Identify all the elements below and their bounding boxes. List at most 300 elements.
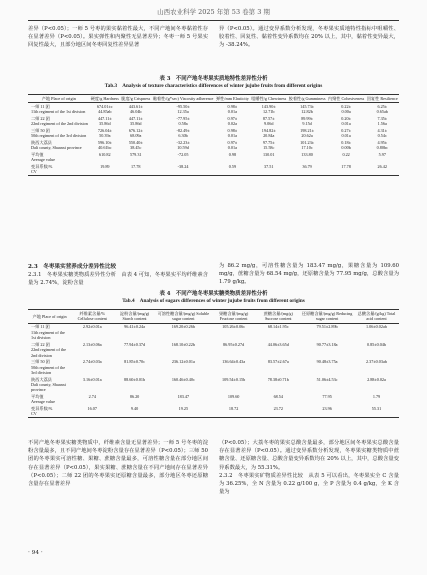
table4-value-cell — [300, 323, 354, 341]
table4-caption — [28, 291, 399, 306]
table3-value-cell — [215, 151, 250, 163]
cell-significance: 0.01a — [227, 109, 237, 115]
cell-value: 5.97 — [378, 152, 386, 157]
cell-value: 0.85±0.04b — [366, 341, 386, 347]
cell-significance: 9.15d — [302, 121, 312, 127]
cell-value: -82.49± — [176, 128, 190, 133]
place-cn: 一师 11 团 — [31, 324, 50, 330]
place-cn: 三师 50 团 — [31, 128, 50, 133]
table3-col-header: 内聚性 Cohesiveness — [327, 96, 365, 101]
cell-value: 168.10±0.22b — [171, 341, 195, 347]
place-cn: 陕西大荔县 — [31, 376, 52, 382]
table3-value-cell — [215, 115, 250, 127]
place-en: 50th regiment of the 3rd division — [31, 133, 87, 139]
cell-value: 86.20 — [129, 394, 140, 400]
table4-value-cell — [256, 405, 300, 418]
table4-value-cell — [113, 359, 155, 376]
table3-value-cell — [90, 103, 121, 116]
table3-value-cell — [151, 127, 214, 139]
table3-value-cell — [250, 103, 287, 116]
table4-row — [28, 359, 399, 376]
cell-value: 16.07 — [87, 406, 97, 412]
place-en: Dali county, Shaanxi province — [31, 382, 66, 393]
table4-value-cell — [354, 376, 399, 393]
table4-value-cell — [71, 405, 113, 418]
table3-col-header: 黏着性/(g*sec) Viscosity adherence — [152, 96, 214, 101]
cell-value: 2.13±0.06a — [82, 341, 102, 347]
cell-value: 17.78 — [131, 164, 141, 169]
cell-value: 87.57± — [262, 116, 275, 121]
cell-value: 90.77±3.18a — [316, 341, 338, 347]
table4-row — [28, 393, 399, 405]
table4-place-cell — [28, 405, 71, 418]
table4-col-header: 纤维素含量/% Cellulose content — [71, 310, 113, 324]
cell-value: 169.20±0.26b — [171, 324, 195, 330]
place-cn: 平均值 — [31, 152, 44, 157]
cell-value: -77.95± — [176, 116, 190, 121]
place-en: 22nd regiment of the 2nd division — [31, 121, 88, 127]
place-cn: 二师 22 团 — [31, 116, 50, 121]
table3-value-cell — [215, 103, 250, 116]
cell-value: 17.78 — [341, 164, 351, 169]
table4-value-cell — [113, 393, 155, 405]
cell-value: 105.26±0.06c — [222, 324, 246, 330]
table4 — [28, 309, 399, 418]
cell-value: 0.22 — [342, 152, 350, 157]
table3-value-cell — [327, 163, 366, 176]
place-cn: 变异系数/% — [31, 406, 53, 412]
cell-value: 97.75± — [262, 140, 275, 145]
table4-row — [28, 405, 399, 418]
cell-value: 36.79 — [302, 164, 312, 169]
cell-value: 0.18± — [341, 140, 351, 145]
table3-value-cell — [287, 163, 326, 176]
table4-value-cell — [71, 376, 113, 393]
table4-value-cell — [256, 323, 300, 341]
place-en: Dali county, Shaanxi province — [31, 145, 82, 151]
table4-value-cell — [113, 341, 155, 358]
table4-value-cell — [71, 359, 113, 376]
table3-value-cell — [250, 115, 287, 127]
table4-value-cell — [300, 359, 354, 376]
cell-value: 194.82± — [261, 128, 276, 133]
para-bottom-right: （P<0.05）；大荔冬枣的果实总酸含量最多，部分地区间冬枣果实总酸含量存在显著差异（P<0.05）。通过变异系数分析发现，冬枣果实糖类物质中蔗糖含量、还原糖含量、总酸含量变异系数均在 20% 以上，其中，总酸含量变异系数最大，为 55.31%。 2.3.2 冬枣果实矿物质差异性比较 从表 5 可以看出，冬枣果实全 C 含量为 36.25%，全 N 含量为 0.22 g/100 g，全 P 含量为 0.4 g/kg，全 K 含量为 — [219, 440, 399, 496]
cell-value: 0.27± — [341, 128, 351, 133]
table4-value-cell — [211, 341, 256, 358]
cell-significance: 0.65ab — [376, 109, 388, 115]
cell-value: -72.05 — [177, 152, 189, 157]
cell-significance: 0.54c — [377, 133, 387, 139]
table3-row — [28, 103, 399, 116]
table3-place-cell — [28, 151, 90, 163]
table4-title-en: Tab.4 Analysis of sugars differences of winter jujube fruits from different origins — [122, 298, 305, 305]
cell-value: 0.97± — [227, 140, 238, 145]
table3-header-row — [28, 95, 399, 103]
cell-value: 198.21± — [300, 128, 314, 133]
table3-value-cell — [90, 127, 121, 139]
cell-value: 51.06±4.53c — [316, 376, 338, 382]
table3-value-cell — [151, 151, 214, 163]
table4-col-header: 还原糖含量/(mg/g) Reducing sugar content — [301, 311, 353, 322]
table4-value-cell — [71, 323, 113, 341]
table3-value-cell — [151, 103, 214, 116]
place-en: Average value — [31, 399, 55, 405]
cell-value: 579.31 — [129, 152, 142, 157]
table4-value-cell — [113, 405, 155, 418]
cell-significance: 10.59d — [177, 145, 189, 151]
table4-value-cell — [300, 393, 354, 405]
cell-significance: 12.35a — [177, 109, 189, 115]
cell-value: 0.98 — [228, 152, 237, 157]
place-en: 22nd regiment of the 2nd division — [31, 347, 67, 358]
table4-col-header: 产地 Place of origin — [28, 310, 71, 324]
table3-value-cell — [250, 139, 287, 151]
table3-value-cell — [287, 139, 326, 151]
table3-body — [28, 103, 399, 176]
table4-value-cell — [211, 393, 256, 405]
cell-value: 550.40± — [128, 140, 143, 145]
cell-significance: 0.00a — [341, 109, 351, 115]
table3-value-cell — [327, 127, 366, 139]
cell-value: 83.57±2.67a — [267, 359, 289, 365]
table3-value-cell — [151, 139, 214, 151]
cell-value: 0.59 — [228, 164, 237, 169]
table3-place-cell — [28, 103, 90, 116]
table3-value-cell — [327, 151, 366, 163]
cell-value: 1.79 — [372, 394, 381, 400]
cell-value: 2.92±0.01a — [82, 324, 102, 330]
cell-value: 18.72 — [228, 406, 239, 412]
table4-value-cell — [354, 359, 399, 376]
cell-value: 9.40 — [130, 406, 139, 412]
table4-value-cell — [156, 359, 211, 376]
cell-significance: 0.58a — [178, 121, 188, 127]
cell-significance: 0.80bc — [376, 145, 388, 151]
table4-value-cell — [300, 376, 354, 393]
table3-col-header: 弹性/mm Elasticity — [215, 96, 249, 101]
cell-value: 68.14±1.95c — [267, 324, 289, 330]
cell-value: 23.96 — [322, 406, 332, 412]
table3-value-cell — [90, 115, 121, 127]
table4-value-cell — [211, 323, 256, 341]
table3-value-cell — [287, 115, 326, 127]
place-cn: 三师 50 团 — [31, 359, 50, 365]
cell-significance: 40.61bc — [98, 145, 112, 151]
cell-value: 2.74±0.03a — [82, 359, 102, 365]
cell-value: 7.35± — [377, 116, 388, 121]
cell-significance: 46.04b — [129, 109, 142, 115]
cell-value: 19.89 — [100, 164, 110, 169]
table3-value-cell — [90, 163, 121, 176]
cell-significance: 35.86d — [99, 121, 111, 127]
table4-value-cell — [156, 393, 211, 405]
table3-value-cell — [215, 163, 250, 176]
para-top-right: 异（P<0.05）。通过变异系数分析发现，冬枣果实质地特性指标中咀嚼性、胶着性、回复性、黏着性变异系数均在 20% 以上，其中，黏着性变异最大，为 -38.24%。 — [219, 26, 399, 49]
table4-place-cell — [28, 323, 71, 341]
cell-significance: 0.01a — [227, 133, 237, 139]
section-title: 2.3 冬枣果实营养成分差异性比较 — [28, 264, 117, 270]
table3-value-cell — [366, 115, 399, 127]
table4-value-cell — [211, 359, 256, 376]
cell-significance: 20.62a — [301, 133, 313, 139]
table3 — [28, 94, 399, 176]
table4-value-cell — [300, 341, 354, 358]
table4-value-cell — [156, 341, 211, 358]
para-mid-right: 为 86.2 mg/g，可溶性糖含量为 183.47 mg/g，果糖含量为 109.60 mg/g，蔗糖含量为 68.54 mg/g，还原糖含量为 77.95 mg/g，总酸含量为 1.79 g/kg。 — [219, 263, 399, 286]
journal-header: 山西农业科学 2025 年第 53 卷第 3 期 — [157, 8, 270, 16]
table4-value-cell — [113, 376, 155, 393]
place-en: CV — [31, 169, 37, 175]
cell-significance: 35.86d — [129, 121, 142, 127]
cell-significance: 50.39a — [99, 133, 111, 139]
cell-value: 0.98± — [227, 104, 238, 109]
table4-col-header: 果糖含量/(mg/g) Fructose content — [211, 310, 256, 324]
table4-place-cell — [28, 359, 71, 376]
cell-value: 55.31 — [371, 406, 382, 412]
cell-value: 1.06±0.02ab — [366, 324, 387, 330]
subsection-sugars: 2.3.1 冬枣果实糖类物质差异性分析 由表 4 可知，冬枣果实平均纤维素含量为 2.74%，淀粉含量 — [28, 272, 208, 287]
place-en: 11th regiment of the 1st division — [31, 109, 86, 115]
table4-value-cell — [156, 376, 211, 393]
cell-significance: 12.82b — [301, 109, 313, 115]
table3-value-cell — [215, 127, 250, 139]
table3-row — [28, 151, 399, 163]
cell-value: 81.85±0.70c — [124, 359, 146, 365]
page-number: · 94 · — [28, 550, 43, 556]
cell-value: 676.12± — [128, 128, 143, 133]
table3-row — [28, 115, 399, 127]
cell-value: 0.20± — [341, 116, 351, 121]
cell-value: 447.11± — [97, 116, 112, 121]
table3-value-cell — [366, 127, 399, 139]
table4-value-cell — [71, 393, 113, 405]
cell-value: 236.12±0.01a — [171, 359, 195, 365]
cell-significance: 1.56a — [377, 121, 387, 127]
cell-value: 2.37±0.03ab — [366, 359, 387, 365]
table3-value-cell — [327, 103, 366, 116]
table3-col-header: 回复性 Resilience — [366, 96, 398, 101]
table3-caption — [28, 76, 399, 91]
cell-value: 77.95 — [322, 394, 332, 400]
table3-value-cell — [327, 115, 366, 127]
cell-value: 136.64±0.43a — [222, 359, 246, 365]
table4-value-cell — [354, 323, 399, 341]
place-cn: 陕西大荔县 — [31, 140, 52, 145]
table3-col-header: 产地 Place of origin — [28, 95, 90, 103]
cell-significance: 20.84a — [263, 133, 275, 139]
cell-significance: 68.09a — [130, 133, 142, 139]
table3-value-cell — [250, 127, 287, 139]
table4-col-header: 可溶性糖含量/(mg/g) Soluble sugar content — [157, 311, 210, 322]
cell-value: 0.98± — [227, 128, 238, 133]
place-en: Average value — [31, 157, 55, 163]
cell-value: 0.22± — [341, 104, 351, 109]
cell-significance: 0.01a — [341, 133, 351, 139]
cell-value: 19.25 — [178, 406, 189, 412]
cell-value: 4.31± — [377, 128, 388, 133]
table3-value-cell — [120, 163, 151, 176]
table3-value-cell — [120, 127, 151, 139]
cell-significance: 0.01a — [227, 145, 237, 151]
cell-value: 183.47 — [177, 394, 190, 400]
cell-value: 78.38±0.71b — [267, 376, 289, 382]
table4-col-header: 总酸含量/(g/kg) Total acid content — [354, 310, 399, 324]
table3-value-cell — [90, 151, 121, 163]
table4-value-cell — [256, 376, 300, 393]
cell-significance: 0.01a — [341, 121, 351, 127]
place-en: CV — [31, 411, 37, 417]
table3-value-cell — [120, 103, 151, 116]
table3-value-cell — [250, 163, 287, 176]
cell-value: 88.60±0.01b — [123, 376, 146, 382]
cell-significance: 0.02a — [227, 121, 237, 127]
table3-value-cell — [90, 139, 121, 151]
table4-row — [28, 341, 399, 358]
cell-value: 86.95±0.27d — [223, 341, 245, 347]
cell-value: 96.41±0.24a — [124, 324, 146, 330]
cell-significance: 38.45c — [130, 145, 142, 151]
cell-value: 133.80 — [301, 152, 313, 157]
table3-value-cell — [151, 115, 214, 127]
table3-col-header: 胶着性/g Gumminess — [288, 96, 326, 101]
table3-place-cell — [28, 127, 90, 139]
cell-value: 44.06±3.65d — [267, 341, 289, 347]
table4-header-row — [28, 310, 399, 324]
table3-value-cell — [120, 115, 151, 127]
cell-value: 4.95± — [377, 140, 388, 145]
table4-col-header: 蔗糖含量/(mg/g) Sucrose content — [256, 310, 300, 324]
table3-value-cell — [327, 139, 366, 151]
cell-value: 130.01 — [262, 152, 275, 157]
cell-value: 143.90± — [261, 104, 276, 109]
table4-value-cell — [156, 405, 211, 418]
cell-value: 0.97± — [227, 116, 238, 121]
place-cn: 二师 22 团 — [31, 341, 50, 347]
cell-value: 37.51 — [264, 164, 274, 169]
cell-value: 726.04± — [97, 128, 112, 133]
place-cn: 平均值 — [31, 394, 44, 400]
cell-value: 101.23± — [300, 140, 314, 145]
cell-value: 596.10± — [97, 140, 112, 145]
cell-value: 145.73± — [300, 104, 314, 109]
table4-body — [28, 323, 399, 418]
cell-value: 674.01±c — [96, 104, 113, 109]
table4-place-cell — [28, 376, 71, 393]
cell-significance: 0.00b — [341, 145, 351, 151]
cell-value: 79.51±2.89b — [316, 324, 338, 330]
table3-value-cell — [287, 103, 326, 116]
cell-value: 610.82 — [99, 152, 111, 157]
table3-col-header: 硬度/g Hardness — [90, 96, 119, 101]
cell-significance: 9.06d — [264, 121, 274, 127]
table4-place-cell — [28, 341, 71, 358]
table4-value-cell — [256, 359, 300, 376]
table4-value-cell — [113, 323, 155, 341]
cell-value: 26.42 — [377, 164, 387, 169]
cell-value: 89.99± — [301, 116, 313, 121]
table4-value-cell — [354, 405, 399, 418]
table3-value-cell — [120, 139, 151, 151]
cell-significance: 12.71b — [262, 109, 275, 115]
table3-value-cell — [287, 127, 326, 139]
cell-significance: 44.85ab — [98, 109, 112, 115]
header-rule — [28, 20, 399, 21]
table4-value-cell — [256, 393, 300, 405]
table3-row — [28, 139, 399, 151]
table3-col-header: 咀嚼性/g Chewiness — [251, 96, 287, 101]
table4-place-cell — [28, 393, 71, 405]
table3-value-cell — [287, 151, 326, 163]
table3-value-cell — [366, 103, 399, 116]
table3-place-cell — [28, 163, 90, 176]
table3-value-cell — [366, 139, 399, 151]
table4-value-cell — [211, 405, 256, 418]
cell-value: 90.48±3.75a — [316, 359, 338, 365]
table4-value-cell — [354, 393, 399, 405]
table3-value-cell — [151, 163, 214, 176]
table3-value-cell — [120, 151, 151, 163]
table3-value-cell — [366, 163, 399, 176]
place-en: 11th regiment of the 1st division — [31, 329, 65, 341]
cell-value: 109.60 — [227, 394, 240, 400]
cell-significance: 17.10c — [301, 145, 313, 151]
cell-value: 443.61± — [128, 104, 143, 109]
table3-place-cell — [28, 115, 90, 127]
cell-value: 68.54 — [273, 394, 283, 400]
table3-value-cell — [215, 139, 250, 151]
cell-value: 6.25± — [377, 104, 388, 109]
table3-title-cn: 表 3 不同产地冬枣果实质地特性差异性分析 — [159, 76, 268, 82]
cell-value: 23.72 — [273, 406, 283, 412]
running-header — [0, 0, 427, 22]
table4-value-cell — [156, 323, 211, 341]
cell-value: 109.54±0.15b — [222, 376, 246, 382]
table4-col-header: 淀粉含量/(mg/g) Starch content — [113, 310, 155, 324]
table3-value-cell — [366, 151, 399, 163]
cell-value: 160.46±0.40c — [171, 376, 195, 382]
cell-value: -38.24 — [177, 164, 189, 169]
table3-title-en: Tab.3 Analysis of texture characteristics differences of winter jujube fruits from different origins — [104, 83, 323, 90]
para-bottom-left: 不同产地冬枣果实糖类物质中，纤维素含量无显著差异；一师 5 号冬枣的淀粉含量最多，且不同产地间冬枣淀粉含量存在显著差异（P<0.05）；三师 50 团的冬枣果实可溶性糖、果糖、蔗糖含量最多，可溶性糖含量在部分地区间存在显著差异（P<0.05），果实果糖、蔗糖含量在不同产地间存在显著差异（P<0.05）；二师 22 团的冬枣果实还原糖含量最多，部分地区冬枣还原糖含量存在显著差异 — [28, 440, 208, 488]
cell-value: 3.16±0.01a — [82, 376, 102, 382]
cell-significance: 6.30b — [178, 133, 188, 139]
cell-value: -32.23± — [176, 140, 190, 145]
table4-row — [28, 376, 399, 393]
table4-title-cn: 表 4 不同产地冬枣果实糖类物质差异性分析 — [159, 291, 268, 297]
table4-value-cell — [354, 341, 399, 358]
place-cn: 变异系数/% — [31, 164, 53, 169]
para-top-left: 差异（P<0.05）；一师 5 号枣的果实黏着性最大，不同产地间冬枣黏着性存在显著差异（P<0.05）。果实弹性和内聚性无显著差异；冬枣一师 5 号果实回复性最大，且部分地区间冬枣回复性差异显著 — [28, 26, 208, 49]
table4-value-cell — [71, 341, 113, 358]
cell-value: 2.74 — [88, 394, 96, 400]
table4-value-cell — [300, 405, 354, 418]
table3-col-header: 脆度/g Crispness — [121, 96, 151, 101]
cell-value: 447.11± — [128, 116, 143, 121]
table3-place-cell — [28, 139, 90, 151]
cell-significance: 15.58c — [263, 145, 275, 151]
place-en: 50th regiment of the 3rd division — [31, 364, 66, 376]
table4-value-cell — [256, 341, 300, 358]
table4-row — [28, 323, 399, 341]
place-cn: 一师 11 团 — [31, 104, 50, 109]
table3-row — [28, 163, 399, 176]
cell-value: 2.88±0.02a — [367, 376, 386, 382]
table3-row — [28, 127, 399, 139]
table3-value-cell — [250, 151, 287, 163]
table4-value-cell — [211, 376, 256, 393]
cell-value: 77.94±0.37d — [123, 341, 146, 347]
cell-value: -95.50± — [176, 104, 190, 109]
